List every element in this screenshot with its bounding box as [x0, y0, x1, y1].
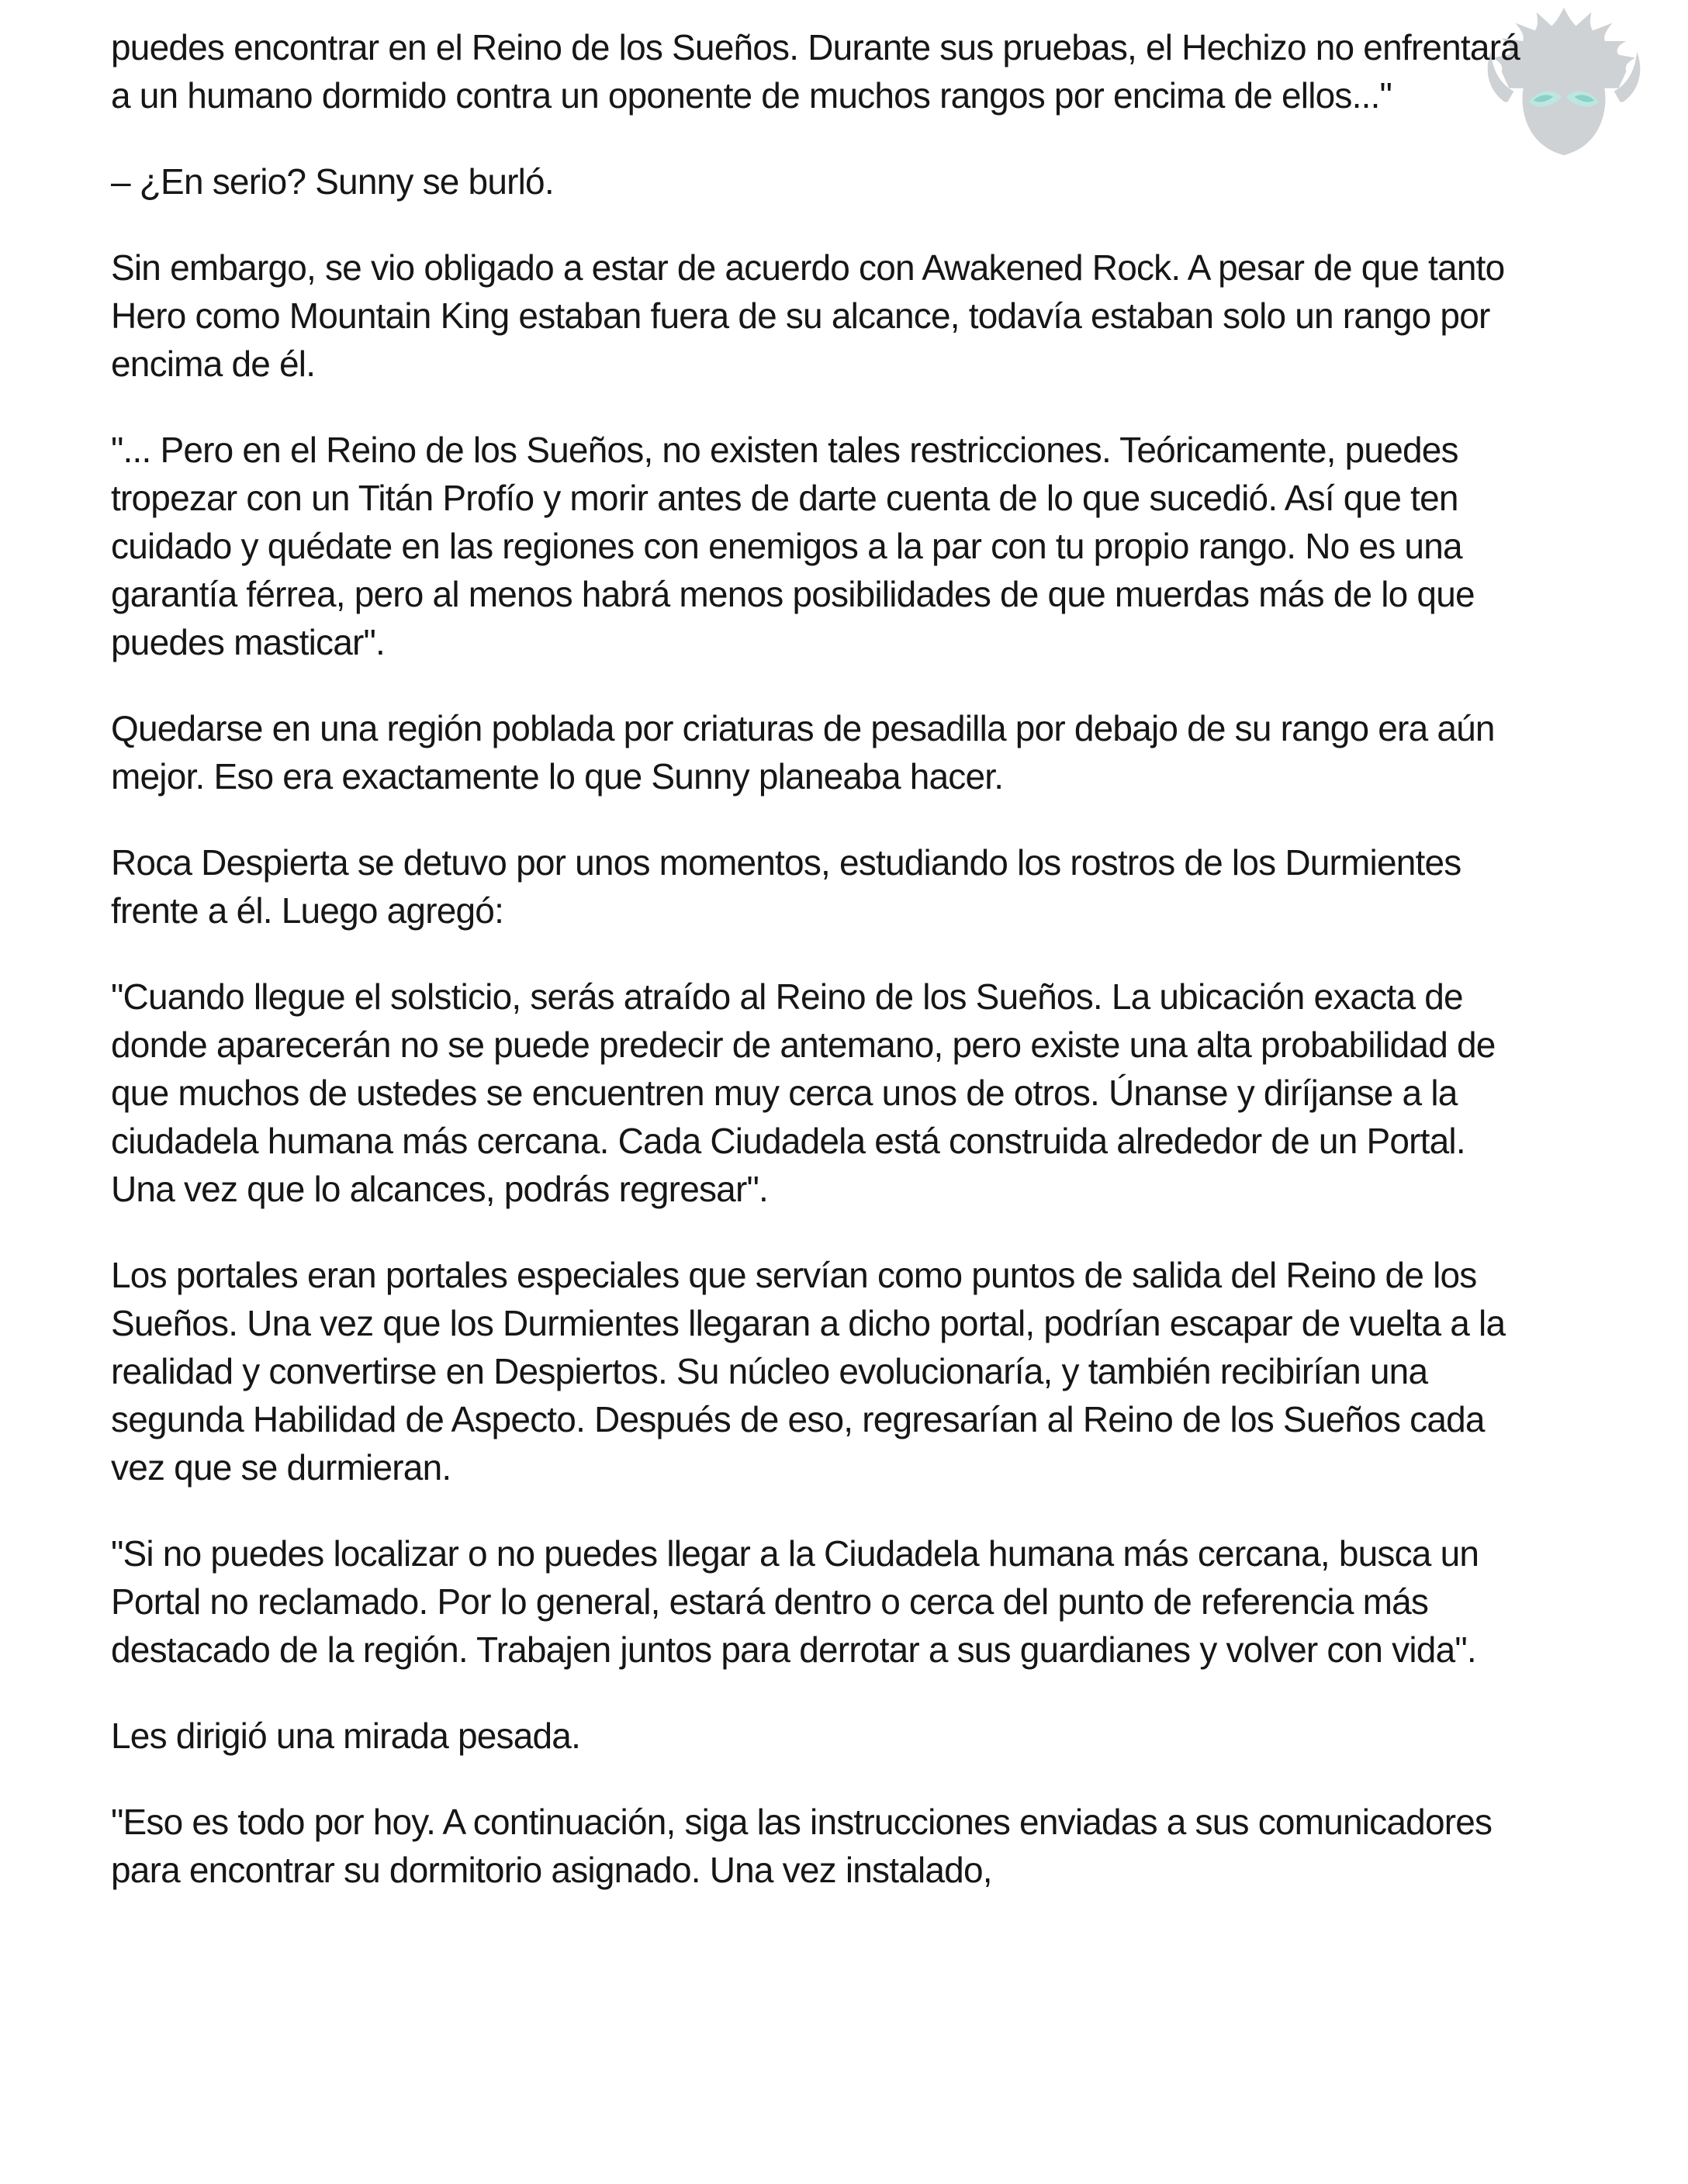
paragraph: puedes encontrar en el Reino de los Sueños. Durante sus pruebas, el Hechizo no enfrentará a un humano dormido contra un oponente de muchos rangos por encima de ellos..."	[111, 27, 1520, 116]
paragraph: "Si no puedes localizar o no puedes llegar a la Ciudadela humana más cercana, busca un Portal no reclamado. Por lo general, estará dentro o cerca del punto de referencia más destacado de la región. Trabajen juntos para derrotar a sus guardianes y volver con vida".	[111, 1533, 1479, 1670]
paragraph: – ¿En serio? Sunny se burló.	[111, 161, 554, 202]
paragraph: "Eso es todo por hoy. A continuación, siga las instrucciones enviadas a sus comunicadores para encontrar su dormitorio asignado. Una vez instalado,	[111, 1802, 1493, 1890]
paragraph: Les dirigió una mirada pesada.	[111, 1716, 581, 1756]
paragraph: "... Pero en el Reino de los Sueños, no existen tales restricciones. Teóricamente, puedes tropezar con un Titán Profío y morir antes de darte cuenta de lo que sucedió. Así que ten cuidado y quédate en las regiones con enemigos a la par con tu propio rango. No es una garantía férrea, pero al menos habrá menos posibilidades de que muerdas más de lo que puedes masticar".	[111, 430, 1475, 662]
paragraph: Los portales eran portales especiales que servían como puntos de salida del Reino de los Sueños. Una vez que los Durmientes llegaran a dicho portal, podrían escapar de vuelta a la realidad y convertirse en Despiertos. Su núcleo evolucionaría, y también recibirían una segunda Habilidad de Aspecto. Después de eso, regresarían al Reino de los Sueños cada vez que se durmieran.	[111, 1255, 1506, 1488]
chapter-text	[111, 23, 1523, 1932]
paragraph: "Cuando llegue el solsticio, serás atraído al Reino de los Sueños. La ubicación exacta de donde aparecerán no se puede predecir de antemano, pero existe una alta probabilidad de que muchos de ustedes se encuentren muy cerca unos de otros. Únanse y diríjanse a la ciudadela humana más cercana. Cada Ciudadela está construida alrededor de un Portal. Una vez que lo alcances, podrás regresar".	[111, 976, 1496, 1209]
paragraph: Sin embargo, se vio obligado a estar de acuerdo con Awakened Rock. A pesar de que tanto Hero como Mountain King estaban fuera de su alcance, todavía estaban solo un rango por encima de él.	[111, 247, 1505, 384]
paragraph: Quedarse en una región poblada por criaturas de pesadilla por debajo de su rango era aún mejor. Eso era exactamente lo que Sunny planeaba hacer.	[111, 708, 1495, 797]
paragraph: Roca Despierta se detuvo por unos momentos, estudiando los rostros de los Durmientes frente a él. Luego agregó:	[111, 842, 1461, 931]
